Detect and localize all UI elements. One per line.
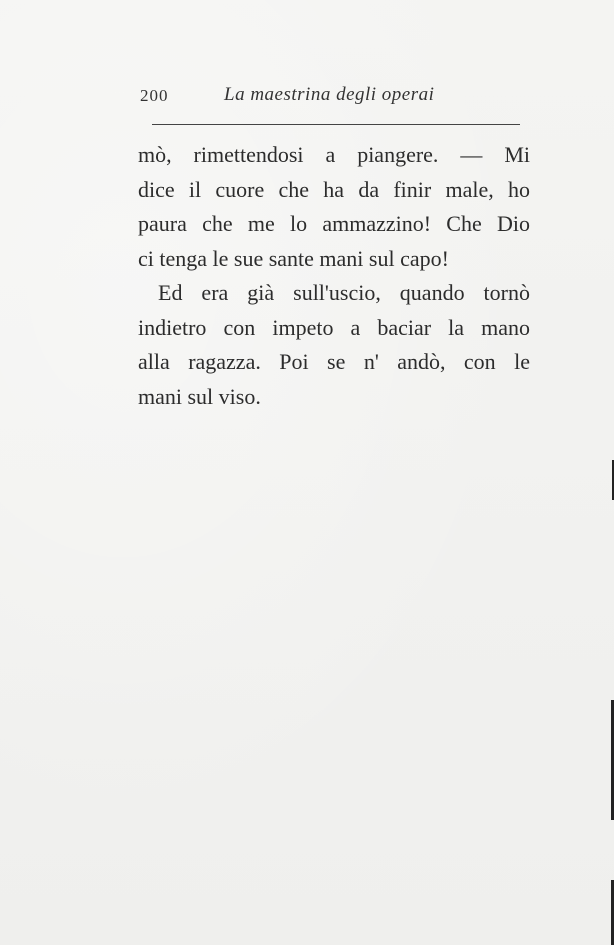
body-text (138, 138, 530, 414)
text-line: mani sul viso. (138, 383, 261, 409)
page-number: 200 (140, 86, 169, 105)
text-line: alla ragazza. Poi se n' andò, con le (138, 349, 530, 374)
text-line: ci tenga le sue sante mani sul capo! (138, 245, 449, 271)
text-line: paura che me lo ammazzino! Che Dio (138, 211, 530, 236)
paragraph-start-line: Ed era già sull'uscio, quando tornò (158, 280, 530, 305)
text-line: mò, rimettendosi a piangere. — Mi (138, 142, 530, 167)
text-line: dice il cuore che ha da finir male, ho (138, 176, 530, 202)
text-line: indietro con impeto a baciar la mano (138, 314, 530, 340)
header-rule (152, 124, 520, 125)
running-head (140, 84, 520, 112)
running-title: La maestrina degli operai (224, 84, 435, 105)
